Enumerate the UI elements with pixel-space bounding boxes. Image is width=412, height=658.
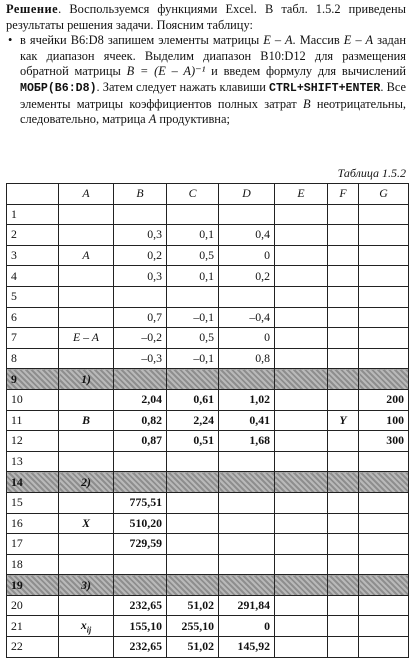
table-cell [328, 554, 359, 575]
table-cell [219, 204, 275, 225]
column-header: D [219, 184, 275, 205]
table-cell [59, 492, 114, 513]
row-number: 3 [7, 245, 59, 266]
table-row [7, 348, 409, 369]
table-cell: 0 [219, 616, 275, 637]
table-cell [328, 431, 359, 452]
key-combo-code: CTRL+SHIFT+ENTER [269, 81, 381, 95]
para-text-6: . Все элементы матрицы коэффициентов полных затрат [20, 79, 406, 111]
column-header: A [59, 184, 114, 205]
table-cell: –0,4 [219, 307, 275, 328]
table-cell [59, 266, 114, 287]
table-cell [167, 286, 219, 307]
table-row [7, 266, 409, 287]
table-cell [328, 286, 359, 307]
table-cell [167, 204, 219, 225]
table-cell [275, 451, 328, 472]
table-row [7, 286, 409, 307]
table-cell [167, 451, 219, 472]
table-row [7, 204, 409, 225]
table-cell: 0,82 [114, 410, 167, 431]
table-cell [359, 225, 409, 246]
table-cell: 0,3 [114, 225, 167, 246]
table-row [7, 225, 409, 246]
table-cell [167, 492, 219, 513]
row-number: 21 [7, 616, 59, 637]
table-cell [359, 472, 409, 493]
table-cell [359, 266, 409, 287]
table-cell [275, 492, 328, 513]
table-cell [275, 554, 328, 575]
column-header: G [359, 184, 409, 205]
table-cell: X [59, 513, 114, 534]
table-row [7, 472, 409, 493]
table-cell [328, 389, 359, 410]
table-row [7, 451, 409, 472]
table-cell [219, 534, 275, 555]
table-cell [359, 328, 409, 349]
row-number: 13 [7, 451, 59, 472]
table-cell [275, 575, 328, 596]
solution-title: Решение [6, 2, 59, 16]
table-cell [275, 595, 328, 616]
table-cell [114, 451, 167, 472]
table-cell: 0,7 [114, 307, 167, 328]
table-cell [359, 554, 409, 575]
column-header [7, 184, 59, 205]
table-cell [359, 513, 409, 534]
table-cell: 291,84 [219, 595, 275, 616]
table-cell [219, 513, 275, 534]
table-cell: 0,41 [219, 410, 275, 431]
table-cell [59, 637, 114, 658]
table-cell [167, 369, 219, 390]
row-number: 20 [7, 595, 59, 616]
table-cell: –0,1 [167, 307, 219, 328]
table-cell [167, 513, 219, 534]
table-cell: A [59, 245, 114, 266]
table-cell [328, 492, 359, 513]
table-row [7, 513, 409, 534]
function-code: МОБР(B6:D8) [20, 81, 97, 95]
row-number: 8 [7, 348, 59, 369]
table-cell [275, 389, 328, 410]
table-cell [59, 431, 114, 452]
table-cell [59, 204, 114, 225]
table-cell: Y [328, 410, 359, 431]
para-text-5: . Затем следует нажать клавиши [96, 79, 270, 94]
table-cell [59, 451, 114, 472]
row-number: 9 [7, 369, 59, 390]
table-cell: 510,20 [114, 513, 167, 534]
table-cell: 145,92 [219, 637, 275, 658]
table-cell: 1,68 [219, 431, 275, 452]
table-cell [219, 286, 275, 307]
row-number: 6 [7, 307, 59, 328]
table-cell [359, 307, 409, 328]
explanation-text [6, 2, 406, 128]
table-cell [114, 286, 167, 307]
table-cell: 0,2 [114, 245, 167, 266]
table-cell [219, 369, 275, 390]
table-row [7, 369, 409, 390]
table-cell [328, 307, 359, 328]
table-cell: 0,87 [114, 431, 167, 452]
table-row [7, 431, 409, 452]
table-cell: 0,51 [167, 431, 219, 452]
table-cell: 200 [359, 389, 409, 410]
table-cell: 0,4 [219, 225, 275, 246]
table-row [7, 595, 409, 616]
table-cell [328, 204, 359, 225]
table-cell: 0,5 [167, 245, 219, 266]
table-cell [359, 286, 409, 307]
table-cell [359, 492, 409, 513]
table-cell [59, 534, 114, 555]
table-cell [359, 204, 409, 225]
table-cell [328, 225, 359, 246]
row-number: 15 [7, 492, 59, 513]
table-cell [328, 328, 359, 349]
row-number: 14 [7, 472, 59, 493]
table-cell: 0,5 [167, 328, 219, 349]
table-cell [275, 204, 328, 225]
table-cell: 100 [359, 410, 409, 431]
table-cell [167, 472, 219, 493]
table-row [7, 534, 409, 555]
table-cell [114, 554, 167, 575]
table-cell [275, 410, 328, 431]
table-cell [328, 513, 359, 534]
table-cell [328, 348, 359, 369]
table-cell: 255,10 [167, 616, 219, 637]
table-cell [328, 575, 359, 596]
table-cell [359, 348, 409, 369]
table-cell [219, 472, 275, 493]
table-cell [275, 245, 328, 266]
table-cell: 300 [359, 431, 409, 452]
para-text-1: в ячейки B6:D8 запишем элементы матрицы [20, 33, 264, 48]
table-cell [328, 472, 359, 493]
table-cell: $x_{ij}$ [59, 616, 114, 637]
table-cell: 2,04 [114, 389, 167, 410]
table-cell [328, 616, 359, 637]
table-cell [275, 266, 328, 287]
row-number: 19 [7, 575, 59, 596]
intro-paragraph [6, 2, 406, 33]
table-cell [167, 575, 219, 596]
table-cell [328, 245, 359, 266]
table-cell [275, 225, 328, 246]
table-cell [328, 451, 359, 472]
row-number: 2 [7, 225, 59, 246]
table-row [7, 554, 409, 575]
table-cell [114, 369, 167, 390]
table-cell: 51,02 [167, 595, 219, 616]
table-cell [275, 472, 328, 493]
table-cell [328, 266, 359, 287]
para-text-3: задан как диапазон ячеек. Выделим диапазон B10:D12 для размещения обратной матрицы [20, 33, 406, 79]
table-cell [275, 369, 328, 390]
inverse-formula: B = (E – A)⁻¹ [126, 64, 206, 79]
table-cell: 729,59 [114, 534, 167, 555]
row-number: 17 [7, 534, 59, 555]
table-cell: 0,8 [219, 348, 275, 369]
bullet-paragraph [6, 33, 406, 128]
table-cell [275, 348, 328, 369]
column-header: F [328, 184, 359, 205]
table-cell [59, 307, 114, 328]
table-row [7, 307, 409, 328]
table-cell: –0,1 [167, 348, 219, 369]
table-cell: 0,61 [167, 389, 219, 410]
row-number: 22 [7, 637, 59, 658]
spreadsheet-table [6, 183, 409, 658]
table-cell: 0,3 [114, 266, 167, 287]
table-row [7, 575, 409, 596]
table-cell: 232,65 [114, 595, 167, 616]
table-row [7, 492, 409, 513]
table-cell [59, 389, 114, 410]
table-cell: 3) [59, 575, 114, 596]
table-cell [359, 245, 409, 266]
table-cell [328, 637, 359, 658]
table-cell [275, 286, 328, 307]
table-cell: 775,51 [114, 492, 167, 513]
matrix-b: B [302, 96, 311, 111]
table-cell [219, 575, 275, 596]
table-cell: E – A [59, 328, 114, 349]
table-caption: Таблица 1.5.2 [337, 166, 406, 180]
matrix-e-minus-a: E – A [263, 33, 293, 48]
table-cell [359, 369, 409, 390]
table-cell: 1,02 [219, 389, 275, 410]
row-number: 7 [7, 328, 59, 349]
table-cell [59, 554, 114, 575]
table-cell [167, 554, 219, 575]
table-cell: 2,24 [167, 410, 219, 431]
table-cell [59, 225, 114, 246]
table-cell [114, 204, 167, 225]
intro-text: . Воспользуемся функциями Excel. В табл. 1.5.2 приведены результаты решения задачи. Поясним таблицу: [6, 2, 406, 32]
column-header-row [7, 184, 409, 205]
table-cell [328, 595, 359, 616]
table-cell [359, 451, 409, 472]
table-cell [275, 616, 328, 637]
table-cell [359, 637, 409, 658]
row-number: 12 [7, 431, 59, 452]
table-body [7, 184, 409, 658]
table-cell [219, 554, 275, 575]
table-cell [359, 595, 409, 616]
table-row [7, 616, 409, 637]
table-cell: 0,1 [167, 266, 219, 287]
table-row [7, 389, 409, 410]
table-cell: 0,2 [219, 266, 275, 287]
table-cell [359, 534, 409, 555]
table-cell: –0,2 [114, 328, 167, 349]
para-text-2: . Массив [292, 33, 344, 48]
table-cell [328, 369, 359, 390]
table-cell: 155,10 [114, 616, 167, 637]
table-cell: 51,02 [167, 637, 219, 658]
table-cell [275, 534, 328, 555]
table-cell: 0 [219, 245, 275, 266]
matrix-e-minus-a-2: E – A [343, 33, 374, 48]
table-cell: 0 [219, 328, 275, 349]
table-cell: B [59, 410, 114, 431]
table-cell [59, 348, 114, 369]
table-cell [359, 575, 409, 596]
table-cell [275, 513, 328, 534]
table-cell [59, 286, 114, 307]
bullet-icon: • [8, 33, 13, 48]
table-cell [275, 431, 328, 452]
table-row [7, 410, 409, 431]
table-cell [275, 637, 328, 658]
column-header: C [167, 184, 219, 205]
table-cell [275, 328, 328, 349]
table-cell [59, 595, 114, 616]
table-row [7, 637, 409, 658]
row-number: 10 [7, 389, 59, 410]
row-number: 4 [7, 266, 59, 287]
para-text-7: неотрицательны, следовательно, матрица [20, 96, 406, 127]
table-cell: 1) [59, 369, 114, 390]
table-cell: –0,3 [114, 348, 167, 369]
table-cell: 0,1 [167, 225, 219, 246]
table-cell: 2) [59, 472, 114, 493]
table-cell: 232,65 [114, 637, 167, 658]
table-cell [167, 534, 219, 555]
column-header: E [275, 184, 328, 205]
table-cell [114, 575, 167, 596]
row-number: 1 [7, 204, 59, 225]
row-number: 16 [7, 513, 59, 534]
table-cell [219, 492, 275, 513]
table-cell [219, 451, 275, 472]
table-cell [275, 307, 328, 328]
table-cell [114, 472, 167, 493]
row-number: 11 [7, 410, 59, 431]
para-text-4: и введем формулу для вычислений [205, 64, 406, 79]
table-cell [328, 534, 359, 555]
para-text-8: продуктивна; [156, 112, 230, 127]
table-row [7, 328, 409, 349]
row-number: 5 [7, 286, 59, 307]
row-number: 18 [7, 554, 59, 575]
table-row [7, 245, 409, 266]
table-cell [359, 616, 409, 637]
matrix-a: A [148, 112, 157, 127]
column-header: B [114, 184, 167, 205]
